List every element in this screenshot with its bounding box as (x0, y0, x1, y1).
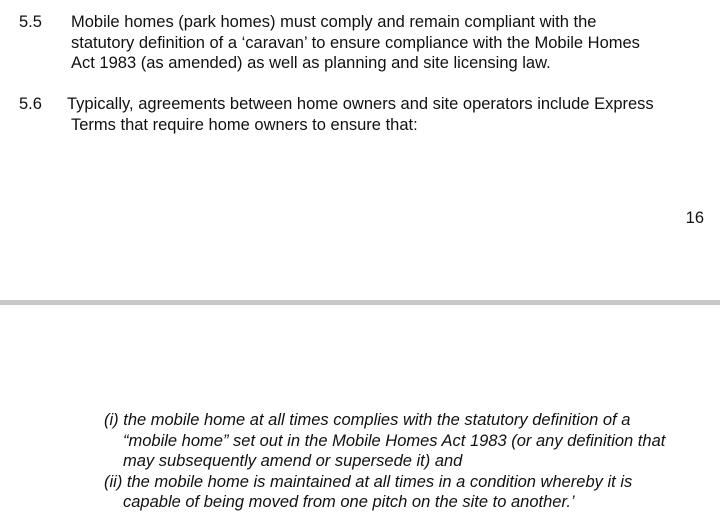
paragraph-5-5 (71, 12, 711, 74)
quote-item-i-line-2: “mobile home” set out in the Mobile Homes Act 1983 (or any definition that (123, 431, 666, 450)
paragraph-number-5-5: 5.5 (19, 13, 42, 31)
paragraph-5-5-line-2: statutory definition of a ‘caravan’ to ensure compliance with the Mobile Homes (71, 33, 640, 52)
quote-item-ii-line-2: capable of being moved from one pitch on the site to another.’ (123, 493, 575, 511)
quote-item-ii-line-1: (ii) the mobile home is maintained at all times in a condition whereby it is (104, 472, 633, 491)
paragraph-number-5-6: 5.6 (19, 95, 42, 113)
quote-item-i (104, 410, 714, 472)
quote-item-i-line-3: may subsequently amend or supersede it) and (123, 452, 463, 470)
quote-item-i-line-1: (i) the mobile home at all times complies with the statutory definition of a (104, 411, 631, 429)
quote-item-ii (104, 472, 714, 513)
document-page-bottom (0, 305, 720, 516)
page-number: 16 (685, 209, 704, 227)
paragraph-5-6-line-1: Typically, agreements between home owners and site operators include Express (67, 95, 654, 113)
paragraph-5-5-line-3: Act 1983 (as amended) as well as planning and site licensing law. (71, 54, 551, 72)
paragraph-5-5-line-1: Mobile homes (park homes) must comply and remain compliant with the (71, 13, 597, 31)
paragraph-5-6 (67, 94, 711, 135)
paragraph-5-6-line-2: Terms that require home owners to ensure that: (71, 115, 418, 134)
quoted-express-terms (104, 410, 714, 513)
